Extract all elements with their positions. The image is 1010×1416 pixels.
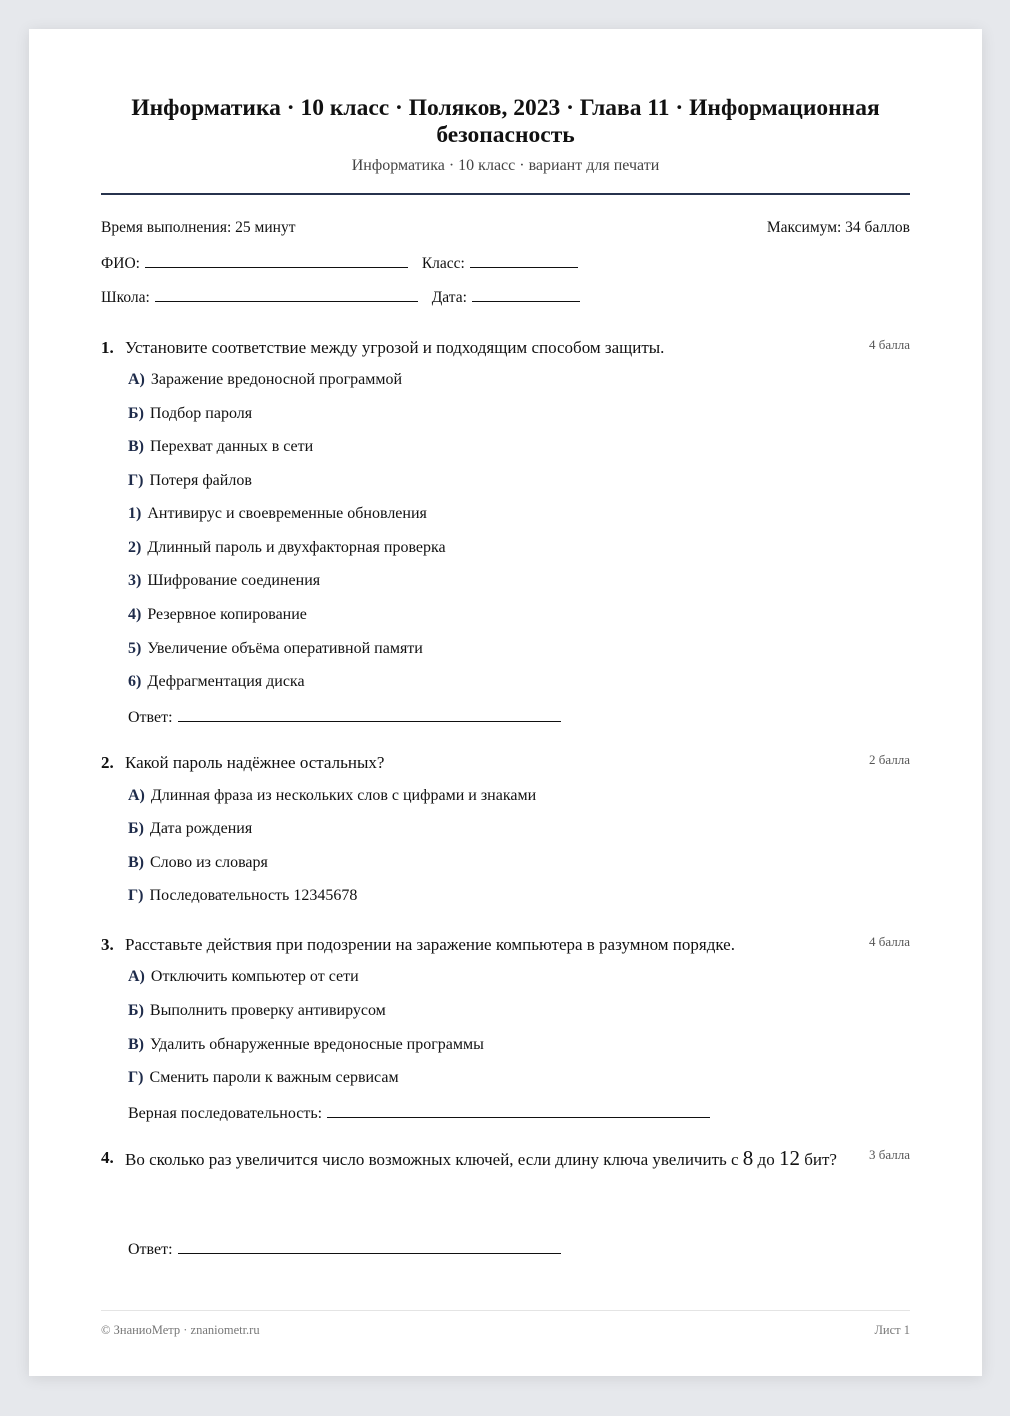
option: 3) Шифрование соединения <box>128 572 321 589</box>
worksheet-page <box>29 29 982 1376</box>
option: В) Слово из словаря <box>128 854 268 871</box>
answer-label: Ответ: <box>128 1241 173 1258</box>
answer-line[interactable] <box>327 1103 710 1118</box>
date-line[interactable] <box>472 287 580 302</box>
date-label: Дата: <box>431 289 467 306</box>
key-length-to: 12 <box>778 1146 800 1170</box>
question-text <box>101 932 910 958</box>
fio-row <box>101 253 578 273</box>
page-subtitle: Информатика · 10 класс · вариант для печати <box>351 157 660 174</box>
question-text <box>101 335 910 361</box>
option: В) Удалить обнаруженные вредоносные программы <box>128 1036 484 1053</box>
answer-row <box>128 1103 710 1123</box>
class-label: Класс: <box>421 255 465 272</box>
option: 6) Дефрагментация диска <box>128 673 305 690</box>
question-number: 4. <box>101 1148 114 1167</box>
question-number: 2. <box>101 753 114 772</box>
class-line[interactable] <box>470 253 578 268</box>
question-3 <box>101 932 910 1122</box>
question-prompt: Какой пароль надёжнее остальных? <box>125 753 385 772</box>
question-prompt: Установите соответствие между угрозой и подходящим способом защиты. <box>125 338 665 357</box>
option: Г) Последовательность 12345678 <box>128 887 358 904</box>
page-number: Лист 1 <box>874 1323 910 1337</box>
option: Б) Подбор пароля <box>128 405 253 422</box>
question-text <box>101 750 910 776</box>
option: В) Перехват данных в сети <box>128 438 314 455</box>
school-line[interactable] <box>155 287 418 302</box>
option: А) Длинная фраза из нескольких слов с цифрами и знаками <box>128 787 537 804</box>
question-points: 4 балла <box>869 337 910 352</box>
max-score: Максимум: 34 баллов <box>766 219 910 236</box>
key-length-from: 8 <box>742 1146 754 1170</box>
question-2 <box>101 750 910 904</box>
answer-label: Ответ: <box>128 709 173 726</box>
question-points: 2 балла <box>869 752 910 767</box>
footer-copyright: © ЗнаниоМетр · znaniometr.ru <box>101 1323 260 1337</box>
time-limit: Время выполнения: 25 минут <box>101 219 296 236</box>
question-number: 3. <box>101 935 114 954</box>
option: А) Отключить компьютер от сети <box>128 968 359 985</box>
answer-line[interactable] <box>178 1239 561 1254</box>
option: 4) Резервное копирование <box>128 606 307 623</box>
fio-label: ФИО: <box>101 255 140 272</box>
question-prompt: Во сколько раз увеличится число возможных ключей, если длину ключа увеличить с 8 до 12 бит? <box>125 1146 837 1170</box>
page-title: Информатика · 10 класс · Поляков, 2023 · Глава 11 · Информационная безопасность <box>131 95 880 148</box>
option: Г) Сменить пароли к важным сервисам <box>128 1069 399 1086</box>
option: Б) Выполнить проверку антивирусом <box>128 1002 386 1019</box>
option: Б) Дата рождения <box>128 820 253 837</box>
answer-label: Верная последовательность: <box>128 1105 323 1122</box>
option: А) Заражение вредоносной программой <box>128 371 403 388</box>
school-label: Школа: <box>101 289 150 306</box>
option: 1) Антивирус и своевременные обновления <box>128 505 427 522</box>
header-divider <box>101 193 910 195</box>
question-1 <box>101 335 910 726</box>
school-row <box>101 287 580 307</box>
question-prompt: Расставьте действия при подозрении на заражение компьютера в разумном порядке. <box>125 935 735 954</box>
question-text <box>101 1145 910 1173</box>
question-points: 3 балла <box>869 1147 910 1162</box>
footer-divider <box>101 1310 910 1311</box>
option: Г) Потеря файлов <box>128 472 252 489</box>
option: 2) Длинный пароль и двухфакторная проверка <box>128 539 446 556</box>
question-points: 4 балла <box>869 934 910 949</box>
question-4 <box>101 1145 910 1258</box>
answer-line[interactable] <box>178 707 561 722</box>
question-number: 1. <box>101 338 114 357</box>
option: 5) Увеличение объёма оперативной памяти <box>128 640 423 657</box>
fio-line[interactable] <box>145 253 408 268</box>
answer-row <box>128 1239 561 1259</box>
answer-row <box>128 707 561 727</box>
